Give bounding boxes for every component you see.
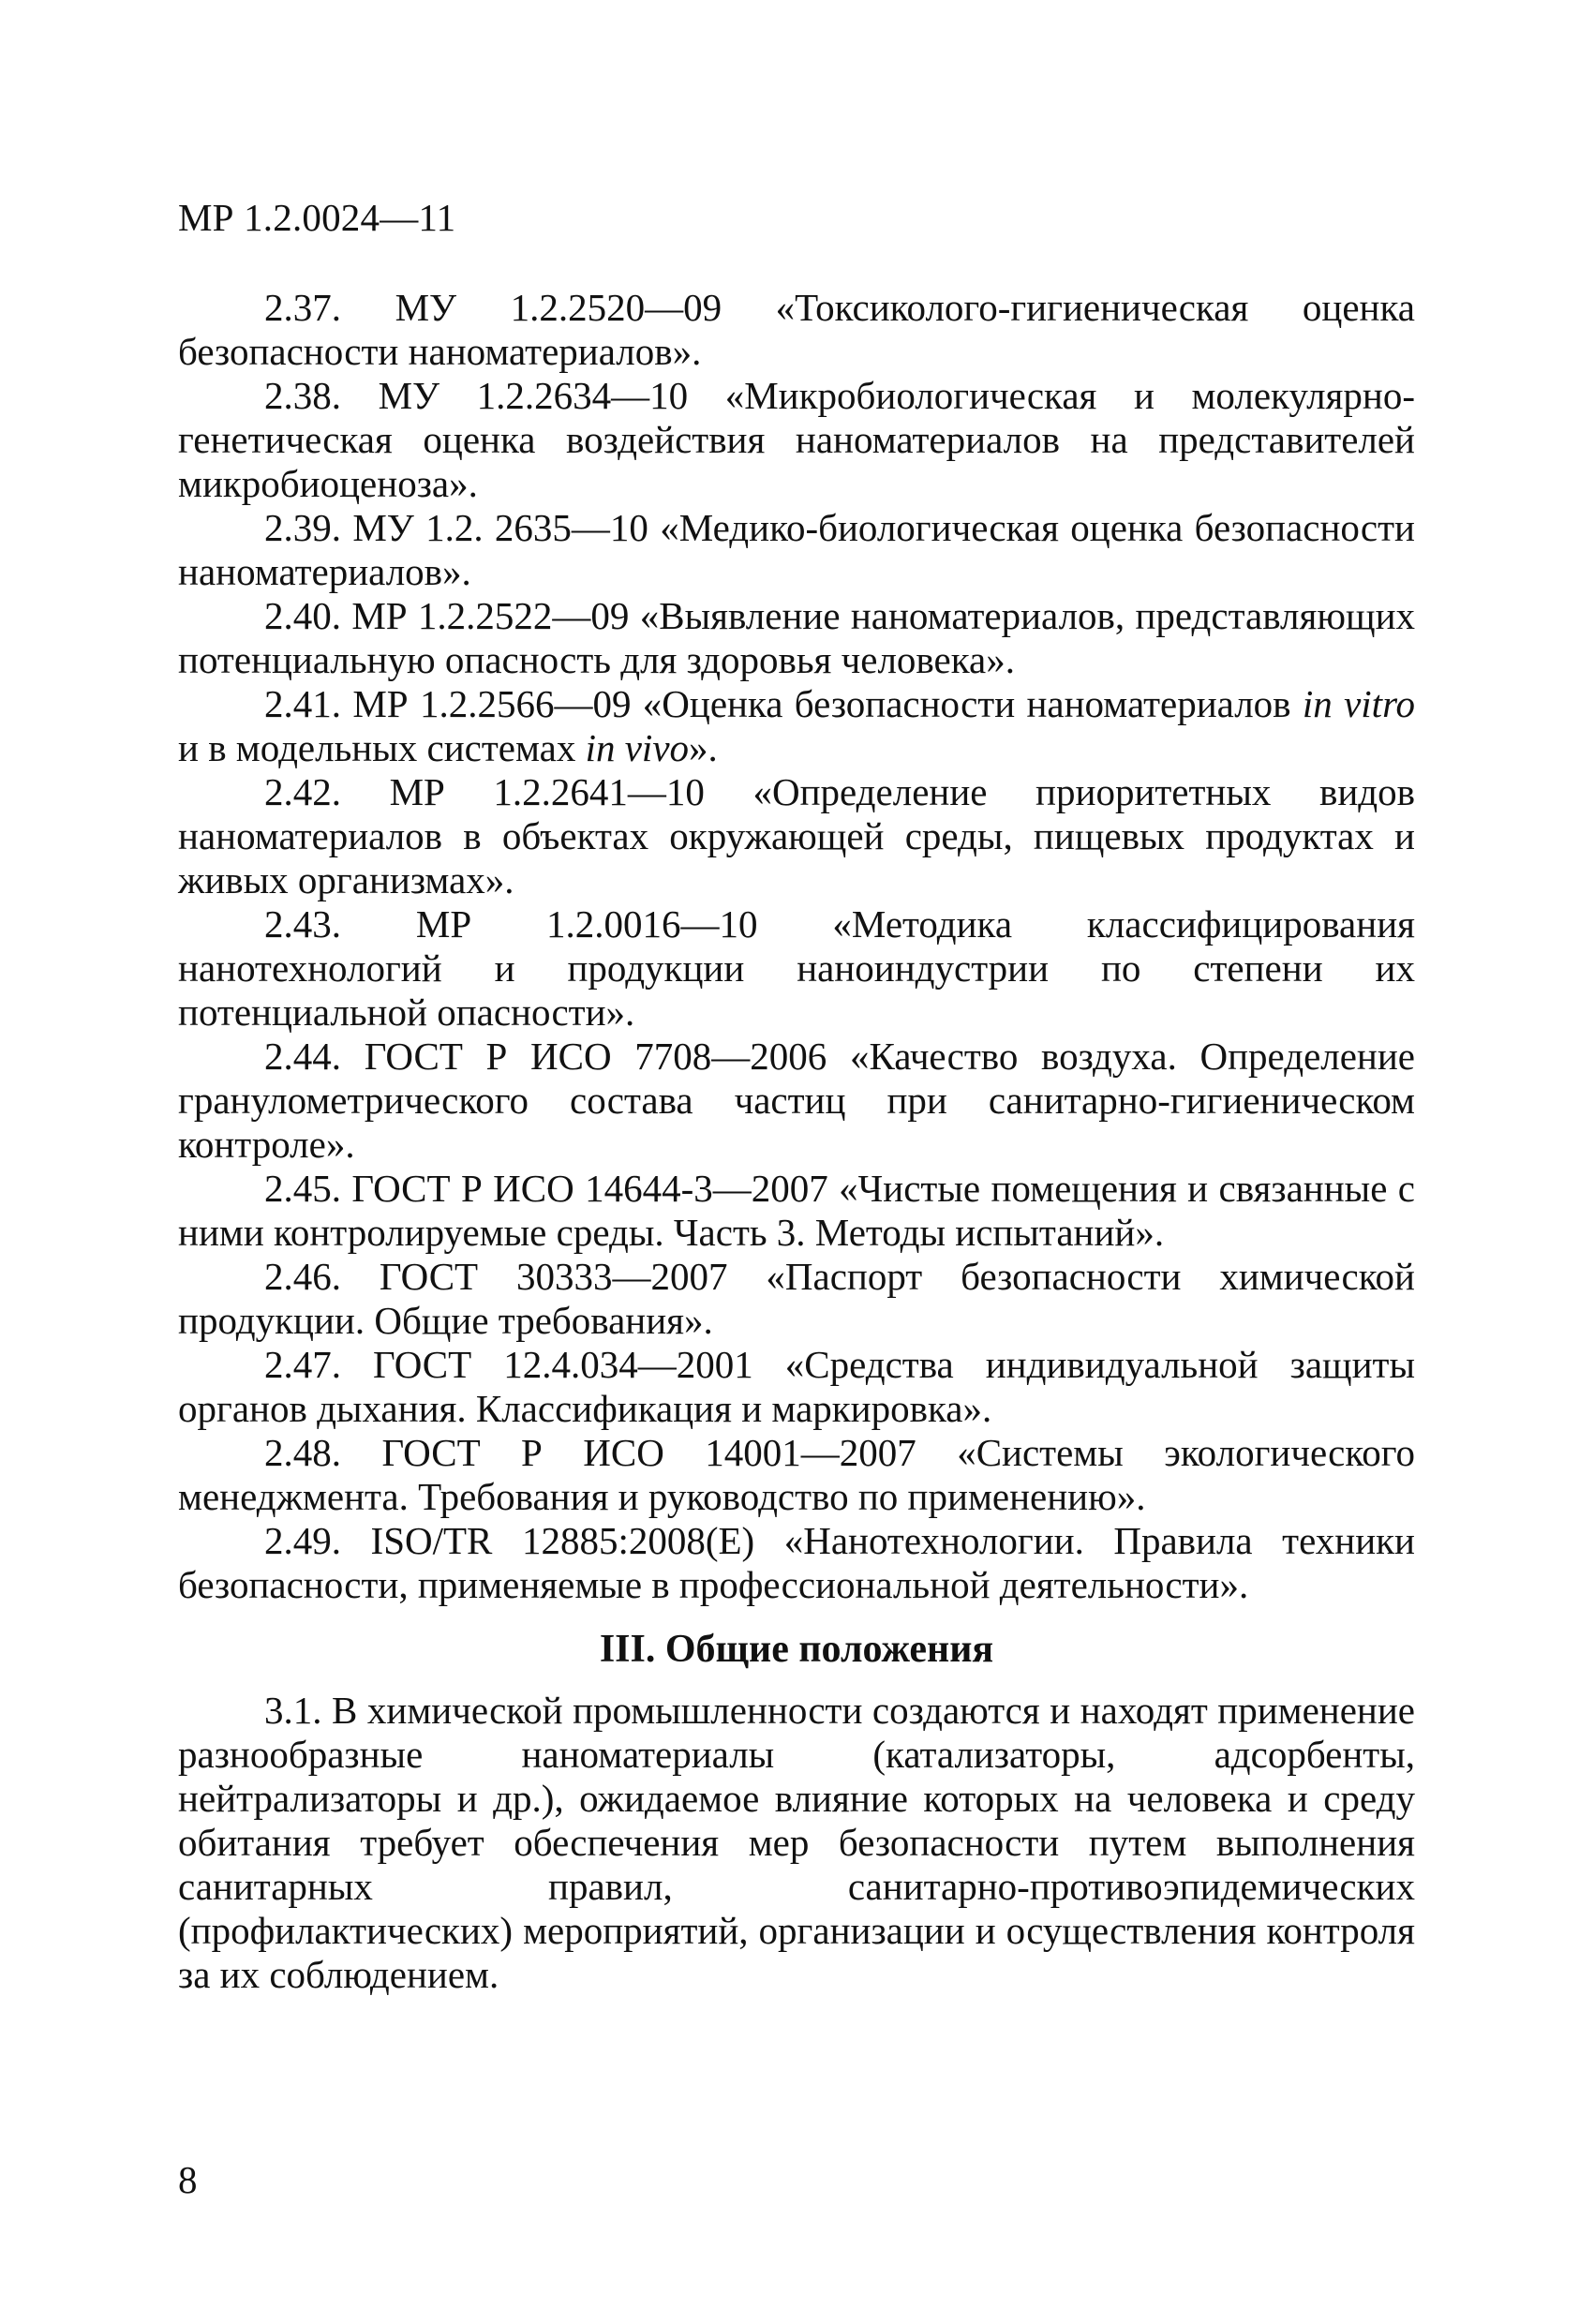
reference-number: 2.39. (264, 506, 341, 549)
latin-term: in vivo (585, 726, 690, 769)
reference-item (178, 1431, 1415, 1519)
latin-term: in vitro (1302, 682, 1416, 725)
reference-text: ГОСТ Р ИСО 7708—2006 «Качество воздуха. Определение гранулометрического состава частиц при санитарно-гигиеническом контроле». (178, 1035, 1416, 1166)
reference-item (178, 506, 1415, 594)
reference-text: МР 1.2.2522—09 «Выявление наноматериалов, представляющих потенциальную опасность для здоровья человека». (178, 594, 1416, 681)
page-number: 8 (178, 2158, 198, 2201)
reference-number: 2.45. (264, 1167, 341, 1210)
reference-text: ГОСТ 12.4.034—2001 «Средства индивидуальной защиты органов дыхания. Классификация и маркировка». (178, 1343, 1416, 1430)
reference-text: МУ 1.2.2634—10 «Микробиологическая и молекулярно-генетическая оценка воздействия наноматериалов на представителей микробиоценоза». (178, 374, 1416, 505)
reference-text: и в модельных системах (178, 726, 576, 769)
reference-text: ». (689, 726, 718, 769)
reference-item (178, 1519, 1415, 1607)
reference-item (178, 374, 1415, 506)
reference-text: МУ 1.2.2520—09 «Токсиколого-гигиеническая оценка безопасности наноматериалов». (178, 286, 1415, 373)
reference-number: 2.42. (264, 770, 341, 813)
section-heading: III. Общие положения (599, 1628, 994, 1671)
reference-item (178, 682, 1415, 770)
reference-item (178, 1343, 1415, 1431)
reference-number: 2.41. (264, 682, 341, 725)
reference-item (178, 1255, 1415, 1343)
running-header: МР 1.2.0024—11 (178, 196, 456, 239)
reference-item (178, 286, 1415, 374)
reference-number: 2.48. (264, 1431, 341, 1474)
reference-item (178, 1035, 1415, 1167)
reference-text: ISO/TR 12885:2008(E) «Нанотехнологии. Правила техники безопасности, применяемые в профессиональной деятельности». (178, 1519, 1415, 1606)
reference-item (178, 770, 1415, 902)
reference-number: 2.49. (264, 1519, 341, 1562)
paragraph-text: В химической промышленности создаются и находят применение разнообразные наноматериалы (катализаторы, адсорбенты, нейтрализаторы и др.), ожидаемое влияние которых на человека и среду обитания требует обеспечения мер безопасности путем выполнения санитарных правил, санитарно-противоэпидемических (профилактических) мероприятий, организации и осуществления контроля за их соблюдением. (178, 1689, 1416, 1996)
document-body (178, 286, 1415, 1997)
paragraph-number: 3.1. (264, 1689, 322, 1732)
reference-text: МР 1.2.2641—10 «Определение приоритетных видов наноматериалов в объектах окружающей среды, пищевых продуктах и живых организмах». (178, 770, 1415, 901)
section-paragraph (178, 1689, 1415, 1997)
reference-text: ГОСТ 30333—2007 «Паспорт безопасности химической продукции. Общие требования». (178, 1255, 1415, 1342)
reference-number: 2.38. (264, 374, 341, 417)
reference-number: 2.47. (264, 1343, 341, 1386)
reference-text: МР 1.2.0016—10 «Методика классифицирования нанотехнологий и продукции наноиндустрии по степени их потенциальной опасности». (178, 902, 1415, 1034)
reference-number: 2.46. (264, 1255, 341, 1298)
reference-text: ГОСТ Р ИСО 14644-3—2007 «Чистые помещения и связанные с ними контролируемые среды. Часть 3. Методы испытаний». (178, 1167, 1415, 1254)
reference-item (178, 902, 1415, 1035)
reference-text: МР 1.2.2566—09 «Оценка безопасности наноматериалов (352, 682, 1291, 725)
reference-number: 2.43. (264, 902, 341, 946)
reference-number: 2.40. (264, 594, 341, 637)
reference-item (178, 594, 1415, 682)
reference-number: 2.44. (264, 1035, 341, 1078)
reference-text: ГОСТ Р ИСО 14001—2007 «Системы экологического менеджмента. Требования и руководство по применению». (178, 1431, 1415, 1518)
reference-number: 2.37. (264, 286, 341, 329)
reference-text: МУ 1.2. 2635—10 «Медико-биологическая оценка безопасности наноматериалов». (178, 506, 1415, 593)
reference-item (178, 1167, 1415, 1255)
